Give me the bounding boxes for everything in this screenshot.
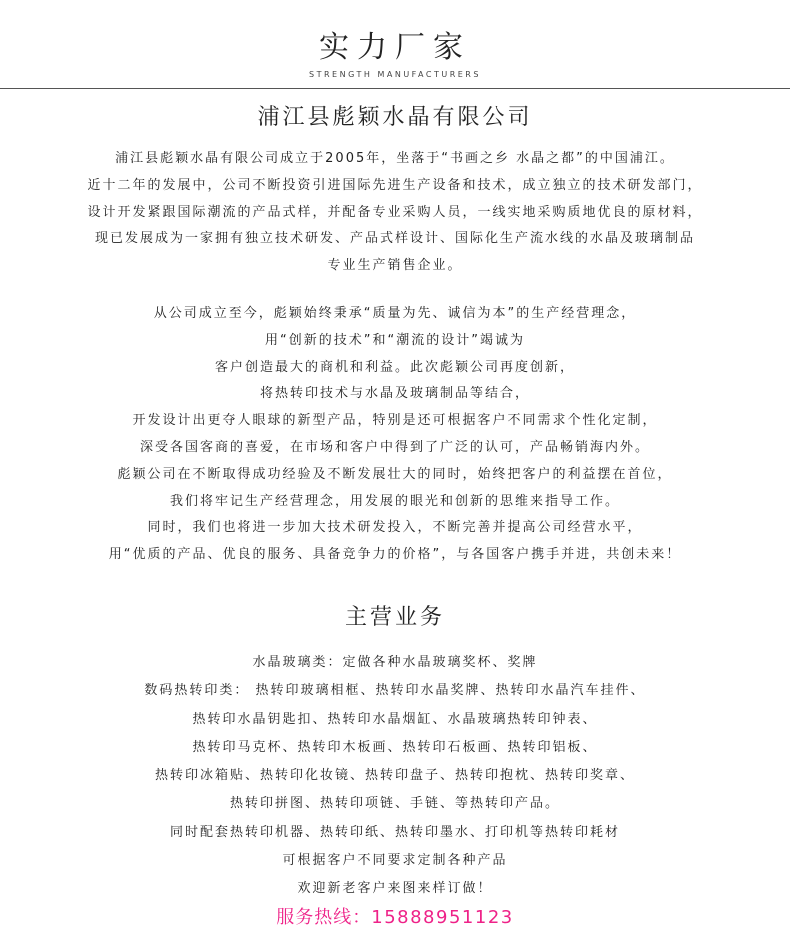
intro-line: 设计开发紧跟国际潮流的产品式样，并配备专业采购人员，一线实地采购质地优良的原材料， <box>87 204 703 220</box>
philosophy-line: 用“创新的技术”和“潮流的设计”竭诚为 <box>265 332 525 348</box>
philosophy-line: 同时，我们也将进一步加大技术研发投入，不断完善并提高公司经营水平， <box>147 520 643 536</box>
page-subtitle: STRENGTH MANUFACTURERS <box>309 70 481 79</box>
header-divider <box>0 88 790 89</box>
company-name: 浦江县彪颖水晶有限公司 <box>257 105 533 130</box>
business-title: 主营业务 <box>344 605 445 630</box>
philosophy-line: 我们将牢记生产经营理念，用发展的眼光和创新的思维来指导工作。 <box>169 493 620 509</box>
intro-line: 现已发展成为一家拥有独立技术研发、产品式样设计、国际化生产流水线的水晶及玻璃制品 <box>94 231 695 247</box>
business-line: 热转印水晶钥匙扣、热转印水晶烟缸、水晶玻璃热转印钟表、 <box>192 711 598 727</box>
philosophy-line: 将热转印技术与水晶及玻璃制品等结合， <box>259 386 530 402</box>
page-title: 实力厂家 <box>319 30 471 65</box>
hotline-phone[interactable]: 15888951123 <box>371 907 514 928</box>
service-hotline <box>0 903 790 933</box>
philosophy-line: 深受各国客商的喜爱，在市场和客户中得到了广泛的认可，产品畅销海内外。 <box>139 439 650 455</box>
business-line: 热转印马克杯、热转印木板画、热转印石板画、热转印铝板、 <box>192 739 598 755</box>
business-line: 热转印拼图、热转印项链、手链、等热转印产品。 <box>229 796 560 812</box>
intro-line: 近十二年的发展中，公司不断投资引进国际先进生产设备和技术，成立独立的技术研发部门， <box>87 177 703 193</box>
philosophy-line: 彪颖公司在不断取得成功经验及不断发展壮大的同时，始终把客户的利益摆在首位， <box>117 466 673 482</box>
business-line: 热转印冰箱贴、热转印化妆镜、热转印盘子、热转印抱枕、热转印奖章、 <box>154 768 635 784</box>
philosophy-line: 客户创造最大的商机和利益。此次彪颖公司再度创新， <box>214 359 575 375</box>
intro-line: 专业生产销售企业。 <box>327 258 463 274</box>
business-line: 欢迎新老客户来图来样订做！ <box>297 881 493 897</box>
philosophy-line: 开发设计出更夺人眼球的新型产品，特别是还可根据客户不同需求个性化定制， <box>132 413 658 429</box>
hotline-label: 服务热线： <box>276 907 372 928</box>
business-list <box>0 649 790 904</box>
header <box>0 28 790 80</box>
philosophy-line: 用“优质的产品、优良的服务、具备竞争力的价格”，与各国客户携手并进，共创未来！ <box>108 547 682 563</box>
business-line: 同时配套热转印机器、热转印纸、热转印墨水、打印机等热转印耗材 <box>169 824 620 840</box>
intro-paragraph <box>0 146 790 280</box>
philosophy-line: 从公司成立至今，彪颖始终秉承“质量为先、诚信为本”的生产经营理念， <box>153 306 637 321</box>
business-line: 可根据客户不同要求定制各种产品 <box>282 853 508 869</box>
philosophy-paragraph <box>0 301 790 569</box>
business-line: 水晶玻璃类：定做各种水晶玻璃奖杯、奖牌 <box>252 655 538 670</box>
intro-line: 浦江县彪颖水晶有限公司成立于2005年，坐落于“书画之乡 水晶之都”的中国浦江。 <box>115 151 675 166</box>
business-line: 数码热转印类： 热转印玻璃相框、热转印水晶奖牌、热转印水晶汽车挂件、 <box>144 683 646 699</box>
